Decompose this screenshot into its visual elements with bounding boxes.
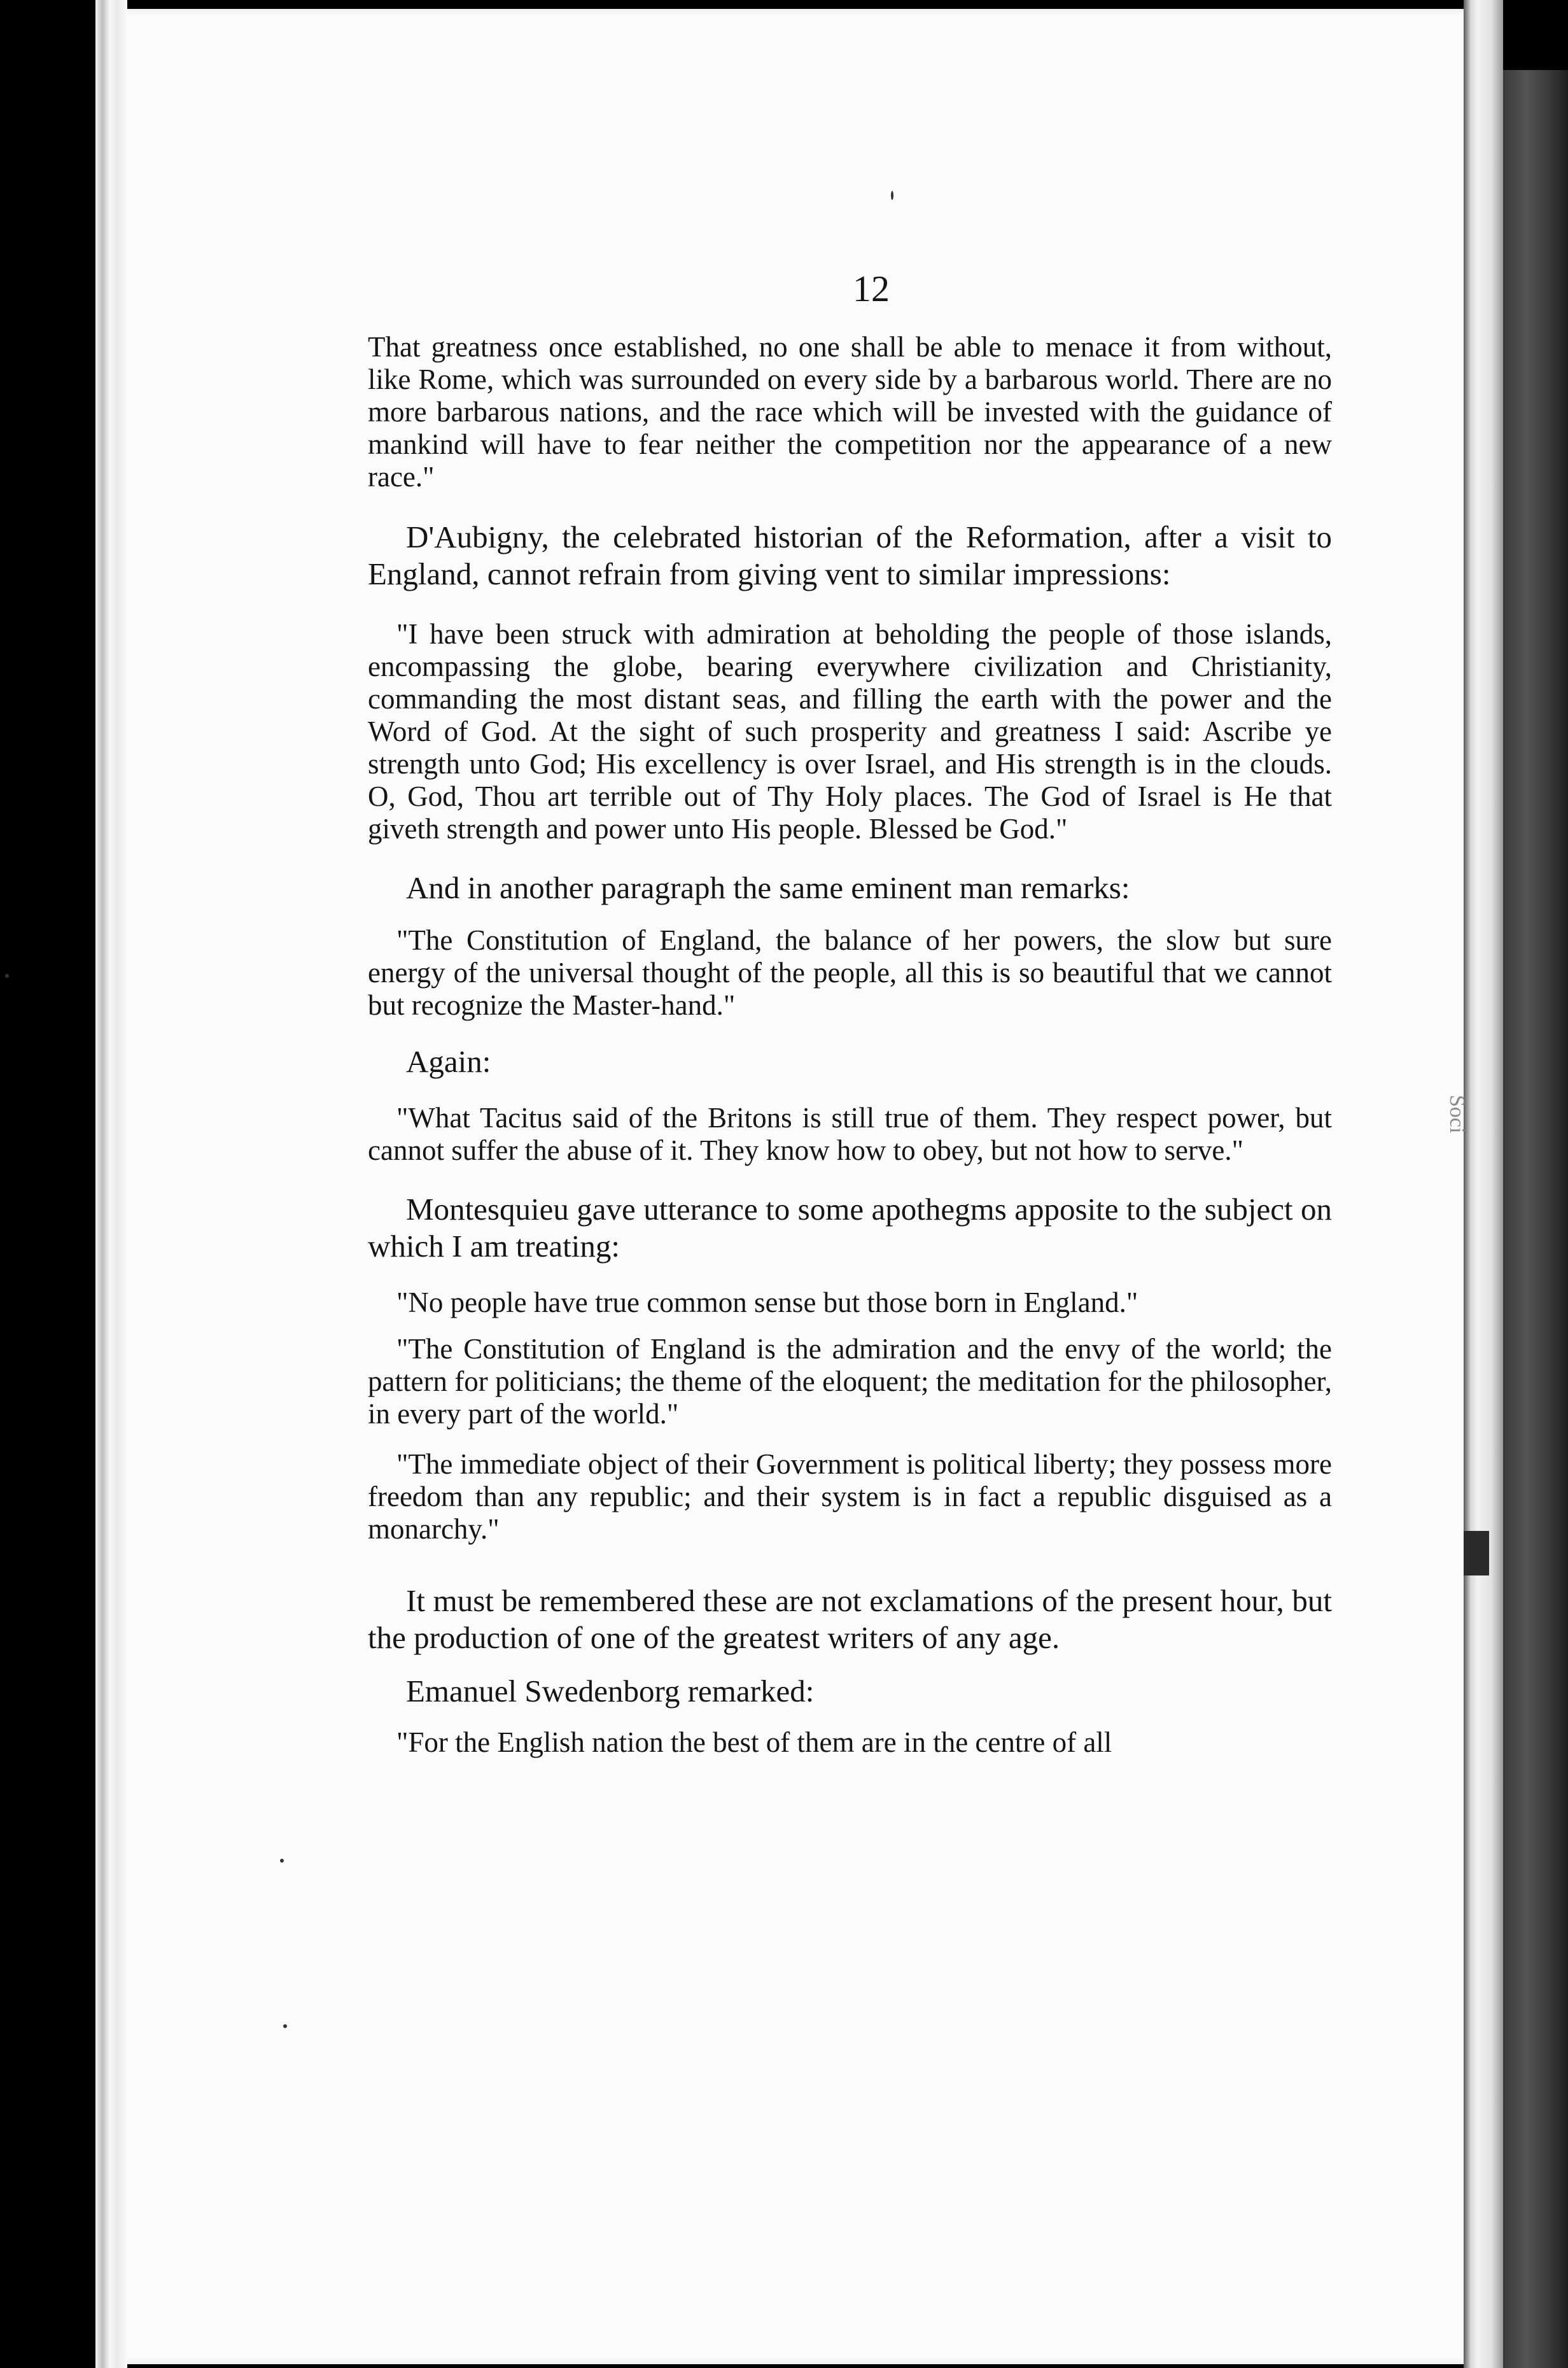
spine-tab bbox=[1464, 1531, 1489, 1575]
quote-paragraph: "No people have true common sense but those born in England." bbox=[396, 1286, 1138, 1318]
binding-mark: Soci bbox=[1445, 1095, 1469, 1134]
quote-paragraph: "The Constitution of England is the admiration and the envy of the world; the pattern for politicians; the theme of the eloquent; the meditation for the philosopher, in every part of the world." bbox=[368, 1333, 1332, 1430]
intro-line: Emanuel Swedenborg remarked: bbox=[406, 1674, 815, 1709]
intro-line: Again: bbox=[406, 1044, 491, 1079]
page-number: 12 bbox=[853, 268, 890, 309]
body-paragraph: It must be remembered these are not exclamations of the present hour, but the production of one of the greatest writers of any age. bbox=[368, 1583, 1332, 1655]
spine-top-shadow bbox=[1503, 0, 1568, 70]
page-text bbox=[368, 331, 1332, 1759]
body-paragraph: Montesquieu gave utterance to some apothegms apposite to the subject on which I am treating: bbox=[368, 1192, 1332, 1264]
quote-paragraph: "For the English nation the best of them are in the centre of all bbox=[396, 1726, 1112, 1758]
scan-speck bbox=[5, 974, 9, 978]
scan-speck bbox=[280, 1859, 284, 1863]
page-right-edge bbox=[1464, 0, 1503, 2368]
body-paragraph: D'Aubigny, the celebrated historian of the Reformation, after a visit to England, cannot refrain from giving vent to similar impressions: bbox=[368, 519, 1332, 591]
quote-paragraph: That greatness once established, no one shall be able to menace it from without, like Rome, which was surrounded on every side by a barbarous world. There are no more barbarous nations, and the race which will be invested with the guidance of mankind will have to fear neither the competition nor the appearance of a new race." bbox=[368, 331, 1332, 493]
quote-paragraph: "The Constitution of England, the balance of her powers, the slow but sure energy of the universal thought of the people, all this is so beautiful that we cannot but recognize the Master-hand." bbox=[368, 924, 1332, 1021]
scan-speck bbox=[891, 191, 893, 200]
intro-line: And in another paragraph the same eminent man remarks: bbox=[406, 870, 1130, 905]
quote-paragraph: "The immediate object of their Government is political liberty; they possess more freedom than any republic; and their system is in fact a republic disguised as a monarchy." bbox=[368, 1448, 1332, 1545]
quote-paragraph: "What Tacitus said of the Britons is still true of them. They respect power, but cannot suffer the abuse of it. They know how to obey, but not how to serve." bbox=[368, 1102, 1332, 1166]
scan-speck bbox=[283, 2024, 287, 2028]
book-spine bbox=[1503, 70, 1568, 2368]
page-gutter-shadow bbox=[95, 0, 127, 2368]
quote-paragraph: "I have been struck with admiration at beholding the people of those islands, encompassing the globe, bearing everywhere civilization and Christianity, commanding the most distant seas, and filling the earth with the power and the Word of God. At the sight of such prosperity and greatness I said: Ascribe ye strength unto God; His excellency is over Israel, and His strength is in the clouds. O, God, Thou art terrible out of Thy Holy places. The God of Israel is He that giveth strength and power unto His people. Blessed be God." bbox=[368, 618, 1332, 845]
